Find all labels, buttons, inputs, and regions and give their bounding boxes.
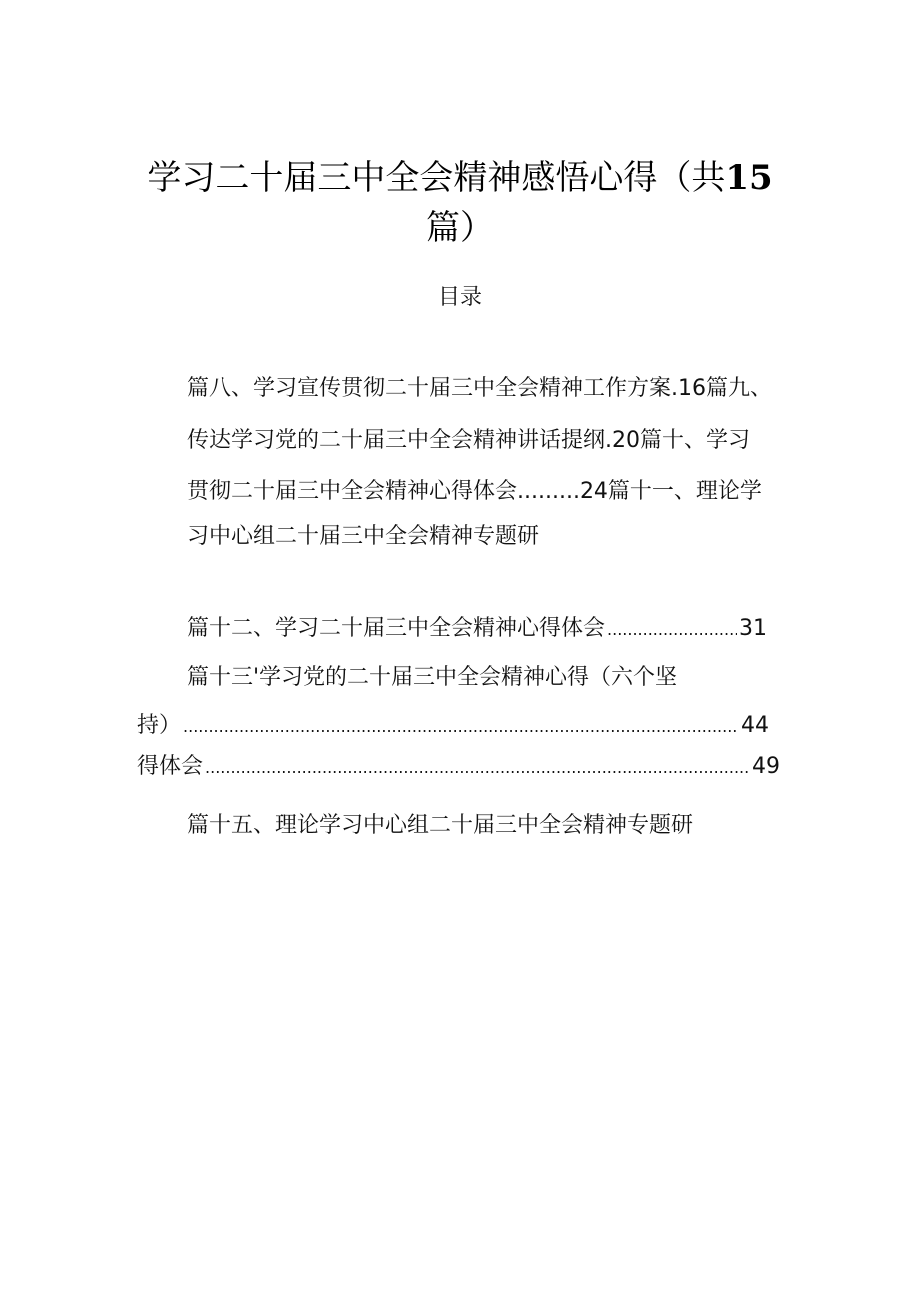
toc-entry-14-cont — [137, 756, 780, 778]
toc-line-1: 篇八、学习宣传贯彻二十届三中全会精神工作方案.16篇九、 — [187, 376, 772, 401]
toc-entry-text: 持） — [137, 713, 182, 738]
toc-entry-text: 篇十二、学习二十届三中全会精神心得体会 — [187, 616, 606, 641]
title-text: 学习二十届三中全会精神感悟心得（共 — [147, 158, 726, 198]
document-title-line-2: 篇） — [426, 208, 494, 248]
dot-leader — [183, 719, 739, 735]
title-count: 15 — [725, 158, 773, 198]
dot-leader — [205, 760, 750, 776]
dot-leader — [607, 622, 737, 638]
toc-entry-13-cont — [137, 715, 769, 737]
toc-entry-13: 篇十三'学习党的二十届三中全会精神心得（六个坚 — [187, 665, 678, 690]
toc-line-2: 传达学习党的二十届三中全会精神讲话提纲.20篇十、学习 — [187, 428, 750, 453]
toc-entry-page: 49 — [752, 754, 780, 779]
toc-entry-text: 得体会 — [137, 754, 204, 779]
toc-entry-page: 44 — [741, 713, 769, 738]
toc-line-4: 习中心组二十届三中全会精神专题研 — [187, 524, 540, 549]
toc-heading: 目录 — [437, 285, 482, 310]
toc-entry-12 — [187, 618, 767, 640]
toc-entry-page: 31 — [739, 616, 767, 641]
document-title-line-1 — [0, 150, 920, 199]
toc-entry-15: 篇十五、理论学习中心组二十届三中全会精神专题研 — [187, 813, 694, 838]
toc-line-3: 贯彻二十届三中全会精神心得体会.........24篇十一、理论学 — [187, 479, 762, 504]
